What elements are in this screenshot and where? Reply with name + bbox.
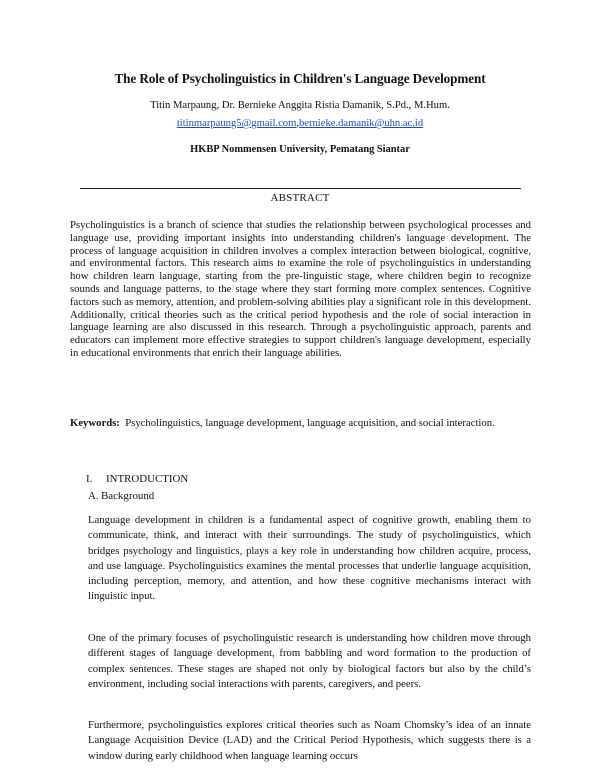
affiliation: HKBP Nommensen University, Pematang Siantar [190, 144, 410, 155]
intro-paragraph-1: Language development in children is a fundamental aspect of cognitive growth, enabling them to communicate, think, and interact with their surroundings. The study of psycholinguistics, which bridges psychology and linguistics, plays a key role in understanding how children acquire, process, and use language. Psycholinguistics examines the mental processes that underlie language acquisition, including perception, memory, and attention, and how these cognitive mechanisms interact with linguistic input. [88, 514, 531, 603]
abstract-divider [80, 188, 521, 189]
section-heading [86, 473, 188, 485]
email-link-1[interactable]: titinmarpaung5@gmail.com [176, 118, 297, 129]
intro-paragraph-2: One of the primary focuses of psycholinguistic research is understanding how children move through different stages of language development, from babbling and word formation to the production of complex sentences. These stages are shaped not only by biological factors but also by the child’s environment, including social interactions with parents, caregivers, and peers. [88, 632, 531, 690]
author-list: Titin Marpaung, Dr. Bernieke Anggita Ristia Damanik, S.Pd., M.Hum. [150, 100, 450, 111]
keywords-text: Psycholinguistics, language development, language acquisition, and social interaction. [125, 417, 495, 429]
email-separator: , [296, 118, 299, 129]
author-emails [0, 118, 600, 129]
keywords [70, 416, 531, 432]
section-title: INTRODUCTION [106, 473, 189, 485]
section-number: I. [86, 473, 93, 485]
subsection-title: Background [101, 490, 155, 502]
abstract-heading: ABSTRACT [270, 192, 330, 204]
subsection-letter: A. [88, 490, 99, 502]
email-link-2[interactable]: bernieke.damanik@uhn.ac.id [298, 118, 424, 129]
paper-title: The Role of Psycholinguistics in Children's Language Development [114, 71, 486, 86]
intro-paragraph-3: Furthermore, psycholinguistics explores critical theories such as Noam Chomsky’s idea of an innate Language Acquisition Device (LAD) and the Critical Period Hypothesis, which suggests there is a window during early childhood when language learning occurs [88, 719, 531, 762]
keywords-label: Keywords: [70, 417, 120, 429]
abstract-text: Psycholinguistics is a branch of science that studies the relationship between psychological processes and language use, providing important insights into understanding children's language development. The process of language acquisition in children involves a complex interaction between biological, cognitive, and environmental factors. This research aims to examine the role of psycholinguistics in understanding how children learn language, starting from the pre-linguistic stage, where children begin to recognize sounds and language patterns, to the stage where they start forming more complex sentences. Cognitive factors such as memory, attention, and problem-solving abilities play a significant role in this development. Additionally, critical theories such as the critical period hypothesis and the role of social interaction in language learning are also discussed in this research. Through a psycholinguistic approach, parents and educators can implement more effective strategies to support children's language development, especially in educational environments that enrich their language abilities. [70, 219, 531, 359]
subsection-heading [88, 490, 154, 502]
